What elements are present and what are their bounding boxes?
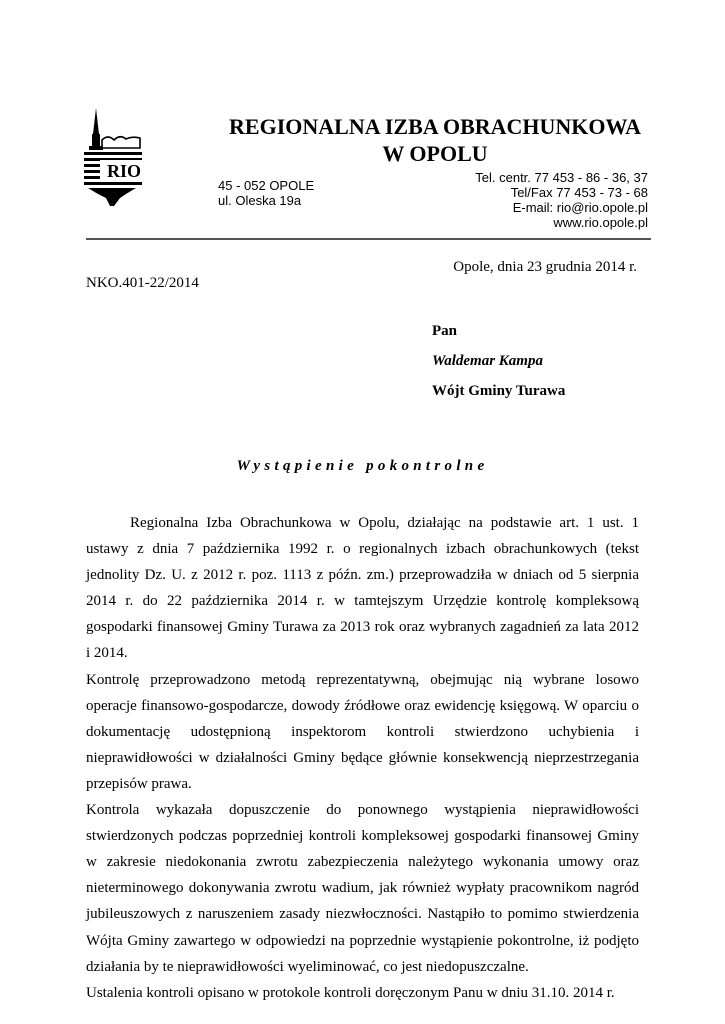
website-address: www.rio.opole.pl: [553, 215, 648, 230]
institution-city: W OPOLU: [382, 141, 488, 166]
postal-code: 45 - 052 OPOLE: [218, 178, 315, 193]
letter-body: [86, 510, 639, 1006]
body-paragraph-3: Kontrola wykazała dopuszczenie do ponownego wystąpienia nieprawidłowości stwierdzonych podczas poprzedniej kontroli kompleksowej gospodarki finansowej Gminy w zakresie niedokonania zwrotu zabezpieczenia należytego wykonania umowy oraz nieterminowego dokonywania zwrotu wadium, jak również wypłaty pracownikom nagród jubileuszowych z naruszeniem zasady niezwłoczności. Nastąpiło to pomimo stwierdzenia Wójta Gminy zawartego w odpowiedzi na poprzednie wystąpienie pokontrolne, iż podjęto działania by te nieprawidłowości wyeliminować, co jest niedopuszczalne.: [86, 802, 639, 975]
body-paragraph-1: Regionalna Izba Obrachunkowa w Opolu, działając na podstawie art. 1 ust. 1 ustawy z dnia 7 października 1992 r. o regionalnych izbach obrachunkowych (tekst jednolity Dz. U. z 2012 r. poz. 1113 z późn. zm.) przeprowadziła w dniach od 5 sierpnia 2014 r. do 22 października 2014 r. w tamtejszym Urzędzie kontrolę kompleksową gospodarki finansowej Gminy Turawa za 2013 rok oraz wybranych zagadnień za lata 2012 i 2014.: [86, 515, 639, 662]
body-paragraph-4: Ustalenia kontroli opisano w protokole kontroli doręczonym Panu w dniu 31.10. 2014 r.: [86, 984, 615, 1001]
letter-date: Opole, dnia 23 grudnia 2014 r.: [453, 259, 637, 275]
rio-logo: [82, 108, 152, 206]
email-address: E-mail: rio@rio.opole.pl: [512, 200, 648, 215]
postal-address: [218, 178, 314, 208]
body-paragraph-2: Kontrolę przeprowadzono metodą reprezentatywną, obejmując nią wybrane losowo operacje finansowo-gospodarcze, dowody źródłowe oraz ewidencję księgową. W oparciu o dokumentację udostępnioną inspektorom kontroli stwierdzono uchybienia i nieprawidłowości w działalności Gminy będące głównie konsekwencją nieprzestrzegania przepisów prawa.: [86, 671, 639, 792]
header-divider: [86, 238, 651, 240]
contact-info: [475, 170, 648, 230]
street-address: ul. Oleska 19a: [218, 193, 302, 208]
reference-number: NKO.401-22/2014: [86, 275, 199, 291]
addressee-salutation: Pan: [432, 323, 458, 339]
addressee-title: Wójt Gminy Turawa: [432, 383, 566, 399]
document-heading: Wystąpienie pokontrolne: [236, 458, 489, 474]
logo-text: RIO: [106, 161, 142, 181]
addressee-name: Waldemar Kampa: [432, 353, 543, 369]
fax-number: Tel/Fax 77 453 - 73 - 68: [510, 185, 648, 200]
institution-name: REGIONALNA IZBA OBRACHUNKOWA: [229, 114, 641, 139]
phone-number: Tel. centr. 77 453 - 86 - 36, 37: [475, 170, 648, 185]
